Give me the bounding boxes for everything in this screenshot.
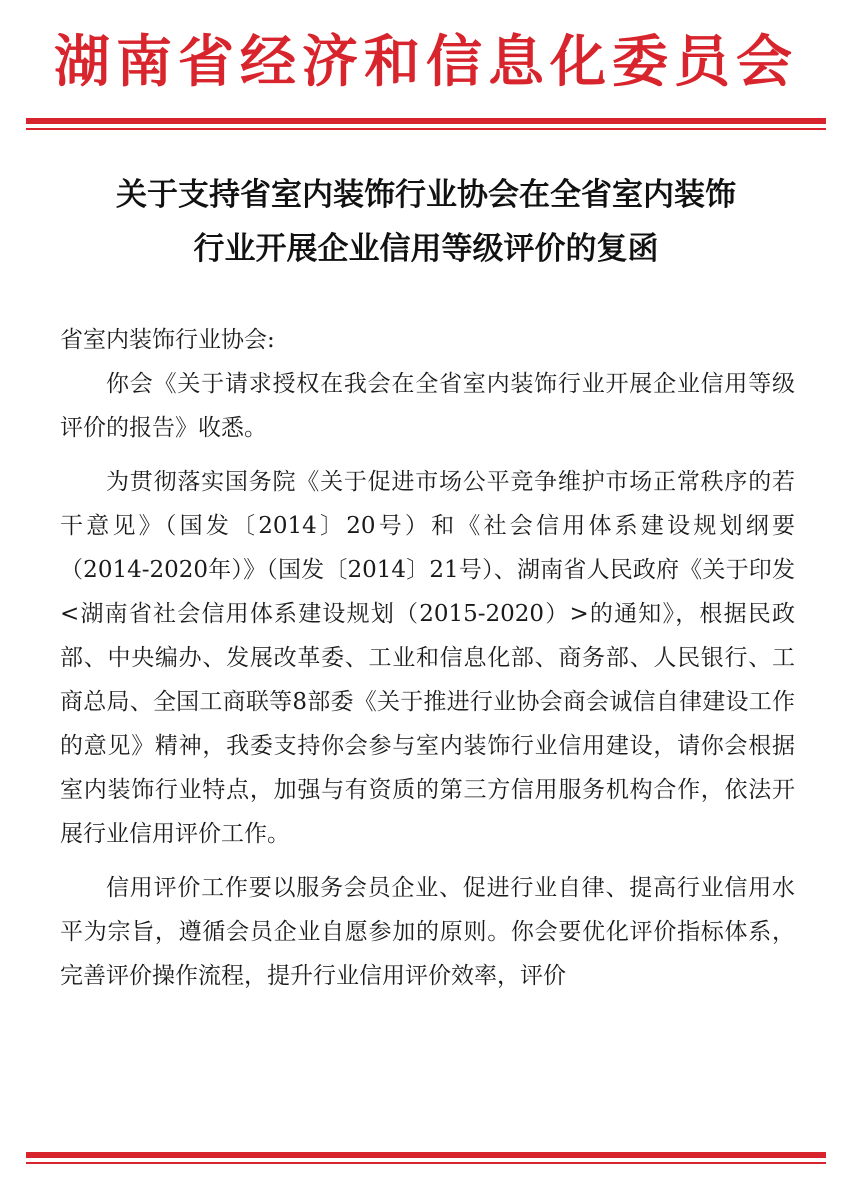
paragraph-3: 信用评价工作要以服务会员企业、促进行业自律、提高行业信用水平为宗旨，遵循会员企业自愿参加的原则。你会要优化评价指标体系，完善评价操作流程，提升行业信用评价效率，评价 (60, 875, 795, 989)
document-title-line-1: 关于支持省室内装饰行业协会在全省室内装饰 (116, 177, 736, 213)
paragraph-2: 为贯彻落实国务院《关于促进市场公平竞争维护市场正常秩序的若干意见》（国发〔2014〕20号）和《社会信用体系建设规划纲要（2014-2020年）》（国发〔2014〕21号）、湖南省人民政府《关于印发<湖南省社会信用体系建设规划（2015-2020）>的通知》，根据民政部、中央编办、发展改革委、工业和信息化部、商务部、人民银行、工商总局、全国工商联等8部委《关于推进行业协会商会诚信自律建设工作的意见》精神，我委支持你会参与室内装饰行业信用建设，请你会根据室内装饰行业特点，加强与有资质的第三方信用服务机构合作，依法开展行业信用评价工作。 (60, 469, 795, 847)
letterhead-rule-thin (26, 128, 826, 130)
footer-rule-thick (26, 1152, 826, 1158)
footer-rule-thin (26, 1162, 826, 1164)
document-body (60, 318, 795, 998)
paragraph-1: 你会《关于请求授权在我会在全省室内装饰行业开展企业信用等级评价的报告》收悉。 (60, 371, 795, 441)
document-title (40, 168, 812, 276)
letterhead-rule-thick (26, 118, 826, 124)
letterhead-title: 湖南省经济和信息化委员会 (54, 30, 798, 95)
document-title-line-2: 行业开展企业信用等级评价的复函 (193, 231, 659, 267)
salutation: 省室内装饰行业协会: (60, 327, 275, 353)
